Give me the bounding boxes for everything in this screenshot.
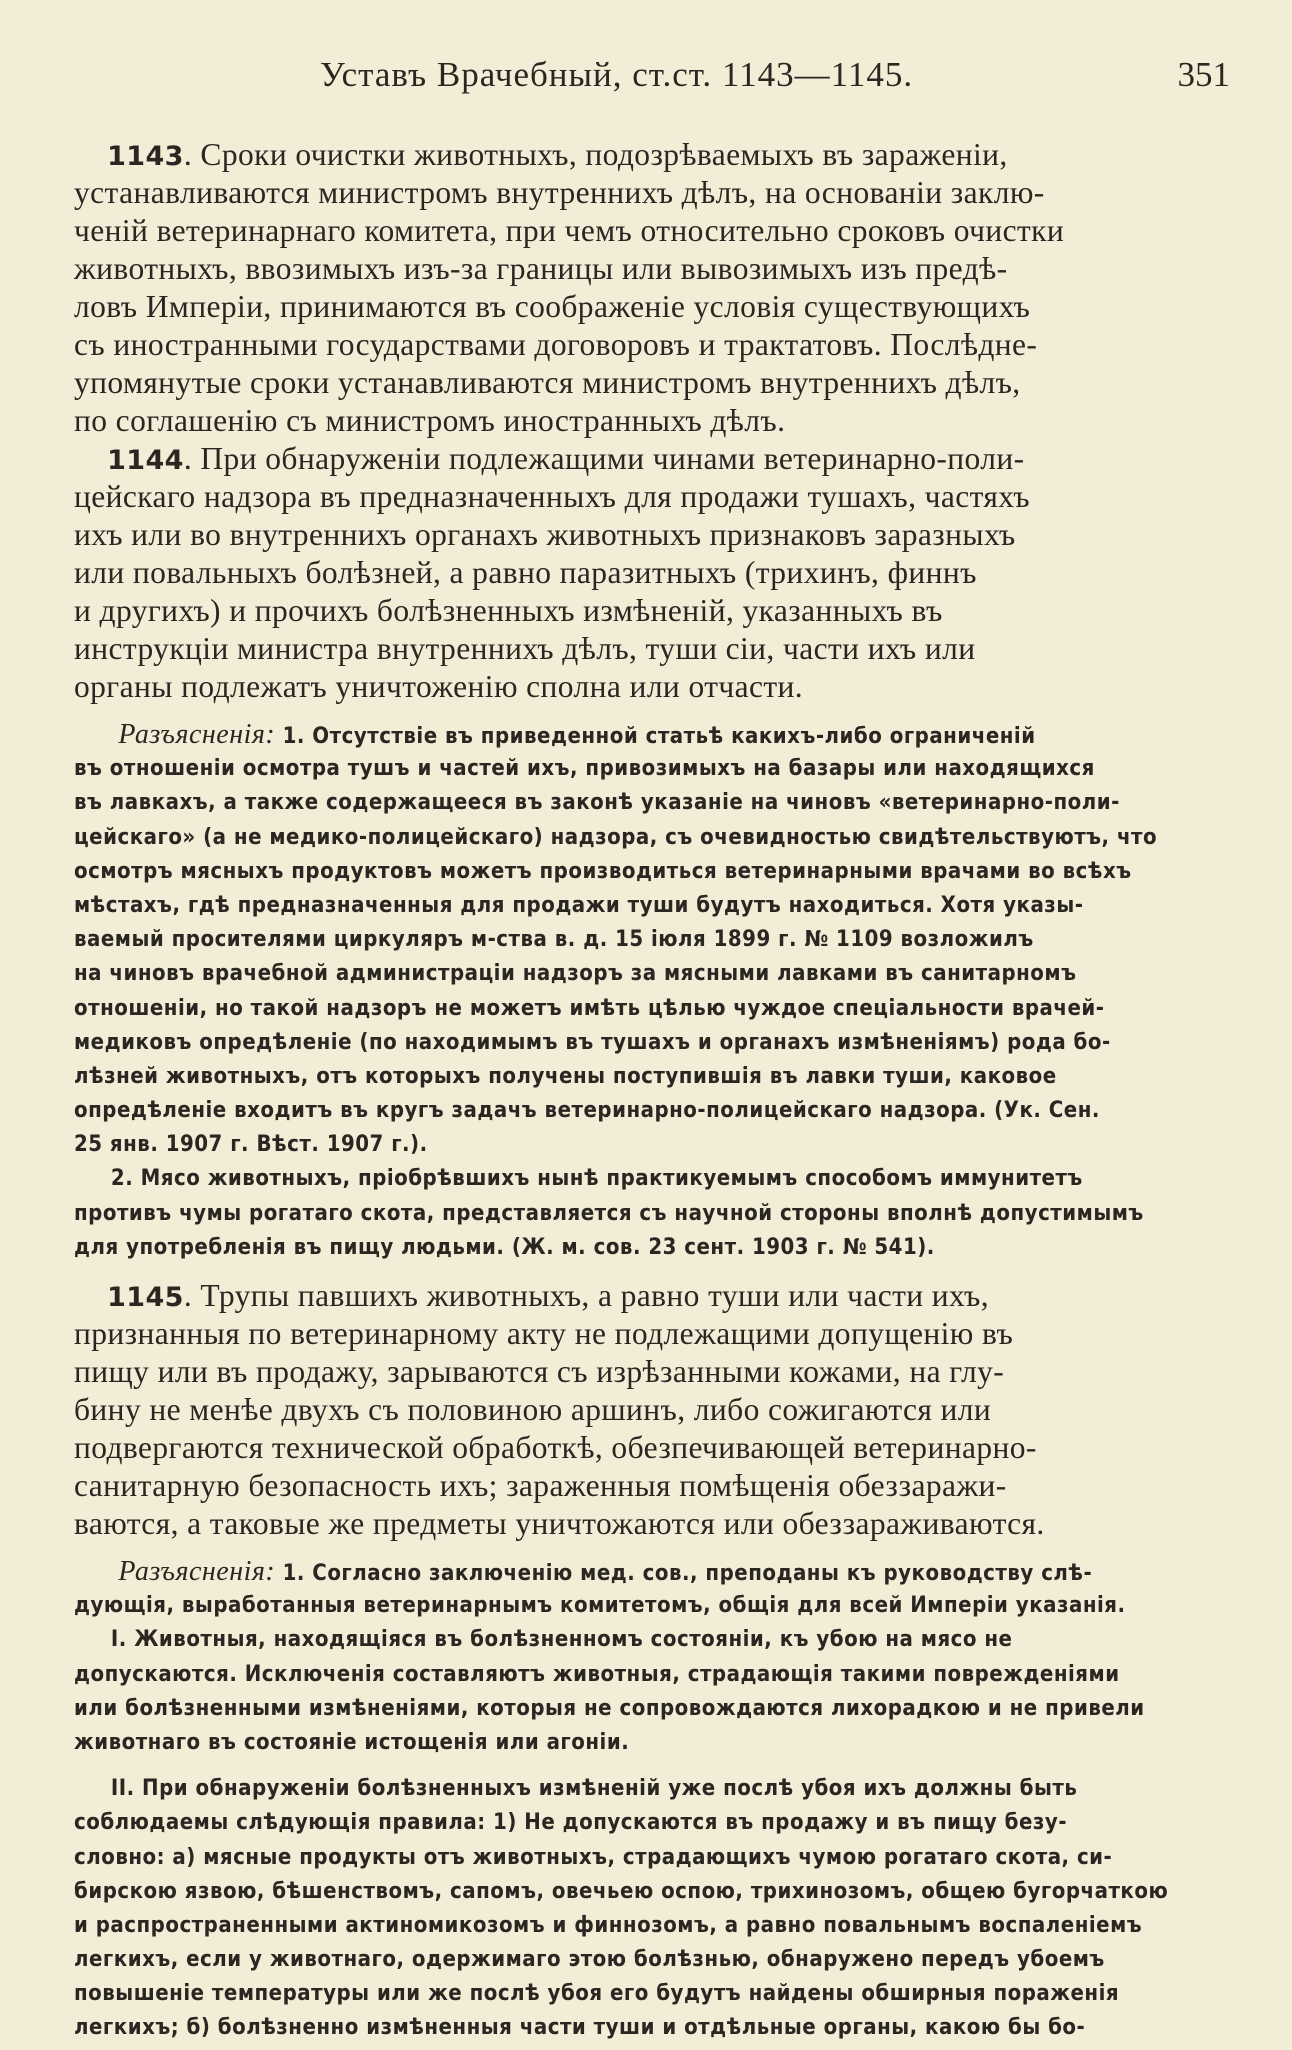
note-line: словно: а) мясные продукты отъ животныхъ, страдающихъ чумою рогатаго скота, си- [74,1844,1113,1870]
note-line: животнаго въ состояніе истощенія или агоніи. [74,1729,630,1755]
text-line: устанавливаются министромъ внутреннихъ дѣлъ, на основаніи заклю- [74,175,1045,210]
article-1144 [74,440,1232,706]
article-1143 [74,136,1232,440]
note-line: соблюдаемы слѣдующія правила: 1) Не допускаются въ продажу и въ пищу безу- [74,1810,1068,1836]
text-line: ваются, а таковые же предметы уничтожаются или обеззараживаются. [74,1506,1045,1541]
note-line: I. Животныя, находящіяся въ болѣзненномъ состояніи, къ убою на мясо не [74,1627,1013,1653]
text-line: органы подлежатъ уничтоженію сполна или отчасти. [74,669,804,704]
note-line: или болѣзненными измѣненіями, которыя не сопровождаются лихорадкою и не привели [74,1695,1145,1721]
text-line: признанныя по ветеринарному акту не подлежащими допущенію въ [74,1316,1014,1351]
note-line: Разъясненія: 1. Отсутствіе въ приведенной статьѣ какихъ-либо ограниченій [118,719,1036,750]
note-line: допускаются. Исключенія составляютъ животныя, страдающія такими поврежденіями [74,1661,1120,1687]
page-body [74,136,1232,2046]
note-line: легкихъ, если у животнаго, одержимаго этою болѣзнью, обнаружено передъ убоемъ [74,1947,1105,1973]
note-line: мѣстахъ, гдѣ предназначенныя для продажи туши будутъ находиться. Хотя указы- [74,892,1084,918]
text-line: санитарную безопасность ихъ; зараженныя помѣщенія обеззаражи- [74,1468,1007,1503]
note-line: повышеніе температуры или же послѣ убоя его будутъ найдены обширныя пораженія [74,1981,1120,2007]
page-number: 351 [1177,55,1230,94]
note-line: лѣзней животныхъ, отъ которыхъ получены поступившія въ лавки туши, каковое [74,1063,1057,1089]
note-line: бирскою язвою, бѣшенствомъ, сапомъ, овечьею оспою, трихинозомъ, общею бугорчаткою [74,1878,1169,1904]
page-header [150,55,1230,105]
text-line: 1143. Сроки очистки животныхъ, подозрѣваемыхъ въ зараженіи, [107,137,1008,172]
note-line: въ отношеніи осмотра тушъ и частей ихъ, привозимыхъ на базары или находящихся [74,756,1095,782]
text-line: подвергаются технической обработкѣ, обезпечивающей ветеринарно- [74,1430,1037,1465]
text-line: ченій ветеринарнаго комитета, при чемъ относительно сроковъ очистки [74,213,1065,248]
text-line: цейскаго надзора въ предназначенныхъ для продажи тушахъ, частяхъ [74,479,1030,514]
article-1145 [74,1277,1232,1543]
text-line: ихъ или во внутреннихъ органахъ животныхъ признаковъ заразныхъ [74,517,1016,552]
note-line: ваемый просителями циркуляръ м-ства в. д. 15 іюля 1899 г. № 1109 возложилъ [74,927,1034,953]
note-line: на чиновъ врачебной администраціи надзоръ за мясными лавками въ санитарномъ [74,961,1077,987]
text-line: пищу или въ продажу, зарываются съ изрѣзанными кожами, на глу- [74,1354,1005,1389]
note-line: медиковъ опредѣленіе (по находимымъ въ тушахъ и органахъ измѣненіямъ) рода бо- [74,1029,1111,1055]
note-line: опредѣленіе входитъ въ кругъ задачъ ветеринарно-полицейскаго надзора. (Ук. Сен. [74,1098,1100,1124]
notes-label: Разъясненія: [118,719,276,750]
text-line: 1144. При обнаруженіи подлежащими чинами ветеринарно-поли- [107,441,1025,476]
text-line: бину не менѣе двухъ съ половиною аршинъ, либо сожигаются или [74,1392,992,1427]
text-line: животныхъ, ввозимыхъ изъ-за границы или вывозимыхъ изъ предѣ- [74,251,1008,286]
note-line: легкихъ; б) болѣзненно измѣненныя части туши и отдѣльные органы, какою бы бо- [74,2015,1086,2041]
notes-label: Разъясненія: [118,1556,276,1587]
note-line: противъ чумы рогатаго скота, представляется съ научной стороны вполнѣ допустимымъ [74,1200,1144,1226]
note-line: въ лавкахъ, а также содержащееся въ законѣ указаніе на чиновъ «ветеринарно-поли- [74,790,1120,816]
notes-1145 [74,1555,1232,2046]
note-line: отношеніи, но такой надзоръ не можетъ имѣть цѣлью чуждое спеціальности врачей- [74,995,1105,1021]
note-line: дующія, выработанныя ветеринарнымъ комитетомъ, общія для всей Имперіи указанія. [74,1593,1126,1619]
note-line: цейскаго» (а не медико-полицейскаго) надзора, съ очевидностью свидѣтельствуютъ, что [74,824,1158,850]
running-title: Уставъ Врачебный, ст.ст. 1143—1145. [320,55,914,94]
note-line: 2. Мясо животныхъ, пріобрѣвшихъ нынѣ практикуемымъ способомъ иммунитетъ [74,1166,1083,1192]
text-line: по соглашенію съ министромъ иностранныхъ дѣлъ. [74,403,786,438]
text-line: ловъ Имперіи, принимаются въ соображеніе условія существующихъ [74,289,1031,324]
text-line: 1145. Трупы павшихъ животныхъ, а равно туши или части ихъ, [107,1278,989,1313]
article-number: 1144 [107,445,184,476]
article-number: 1145 [107,1282,184,1313]
note-line: Разъясненія: 1. Согласно заключенію мед. сов., преподаны къ руководству слѣ- [118,1556,1093,1587]
note-line: осмотръ мясныхъ продуктовъ можетъ производиться ветеринарными врачами во всѣхъ [74,858,1132,884]
text-line: упомянутые сроки устанавливаются министромъ внутреннихъ дѣлъ, [74,365,1021,400]
text-line: съ иностранными государствами договоровъ и трактатовъ. Послѣдне- [74,327,1038,362]
notes-1144 [74,718,1232,1265]
note-line: и распространенными актиномикозомъ и финнозомъ, а равно повальнымъ воспаленіемъ [74,1912,1143,1938]
note-line: для употребленія въ пищу людьми. (Ж. м. сов. 23 сент. 1903 г. № 541). [74,1234,935,1260]
text-line: и другихъ) и прочихъ болѣзненныхъ измѣненій, указанныхъ въ [74,593,943,628]
note-line: 25 янв. 1907 г. Вѣст. 1907 г.). [74,1132,428,1158]
note-line: II. При обнаруженіи болѣзненныхъ измѣненій уже послѣ убоя ихъ должны быть [74,1776,1078,1802]
article-number: 1143 [107,141,184,172]
text-line: или повальныхъ болѣзней, а равно паразитныхъ (трихинъ, финнъ [74,555,977,590]
text-line: инструкціи министра внутреннихъ дѣлъ, туши сіи, части ихъ или [74,631,976,666]
